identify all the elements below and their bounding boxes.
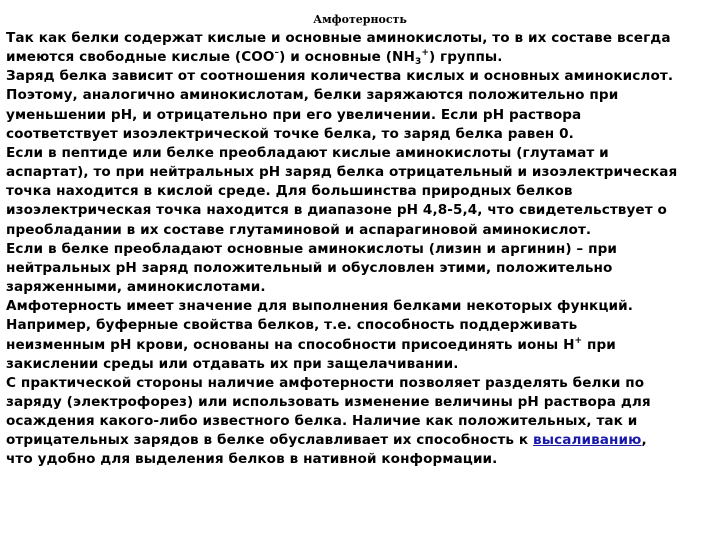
text-fragment: ) и основные (NH [279, 49, 415, 66]
text-line: аспартат), то при нейтральных pH заряд белка отрицательный и изоэлектрическая [6, 164, 678, 181]
text-line: осаждения какого-либо известного белка. Наличие как положительных, так и [6, 413, 638, 430]
text-line: уменьшении pH, и отрицательно при его увеличении. Если pH раствора [6, 106, 582, 123]
subscript: 3 [414, 57, 422, 68]
text-line: заряду (электрофорез) или использовать изменение величины pH раствора для [6, 393, 651, 410]
text-fragment: , [641, 432, 647, 449]
text-line: изоэлектрическая точка находится в диапазоне pH 4,8-5,4, что свидетельствует о [6, 202, 667, 219]
text-line: Если в пептиде или белке преобладают кислые аминокислоты (глутамат и [6, 144, 609, 161]
text-line: закислении среды или отдавать их при защелачивании. [6, 355, 459, 372]
text-line: что удобно для выделения белков в нативной конформации. [6, 451, 498, 468]
superscript: + [421, 48, 429, 59]
superscript: – [274, 48, 280, 59]
text-line: Заряд белка зависит от соотношения количества кислых и основных аминокислот. [6, 68, 674, 85]
text-fragment: имеются свободные кислые (COO [6, 49, 275, 66]
text-line: Амфотерность имеет значение для выполнения белками некоторых функций. [6, 298, 633, 315]
text-line: нейтральных pH заряд положительный и обусловлен этими, положительно [6, 259, 613, 276]
text-line: Например, буферные свойства белков, т.е. способность поддерживать [6, 317, 578, 334]
text-fragment: неизменным pH крови, основаны на способности присоединять ионы H [6, 336, 575, 353]
text-line [6, 336, 714, 355]
text-line: заряженными, аминокислотами. [6, 279, 266, 296]
body-text [6, 29, 714, 470]
text-fragment: ) группы. [428, 49, 503, 66]
text-fragment: при [582, 336, 616, 353]
text-line: С практической стороны наличие амфотерности позволяет разделять белки по [6, 374, 645, 391]
text-line: точка находится в кислой среде. Для большинства природных белков [6, 183, 573, 200]
text-line: Поэтому, аналогично аминокислотам, белки заряжаются положительно при [6, 87, 619, 104]
text-fragment: отрицательных зарядов в белке обуславливает их способность к [6, 432, 534, 449]
superscript: + [574, 335, 583, 346]
text-line: Если в белке преобладают основные аминокислоты (лизин и аргинин) – при [6, 240, 617, 257]
text-line: Так как белки содержат кислые и основные аминокислоты, то в их составе всегда [6, 30, 671, 46]
slide-title: Амфотерность [313, 13, 407, 26]
text-line [6, 48, 714, 67]
text-line: преобладании в их составе глутаминовой и аспарагиновой аминокислот. [6, 221, 592, 238]
salting-out-link[interactable]: высаливанию [533, 432, 642, 449]
text-line [6, 431, 714, 450]
text-line: соответствует изоэлектрической точке белка, то заряд белка равен 0. [6, 125, 574, 142]
